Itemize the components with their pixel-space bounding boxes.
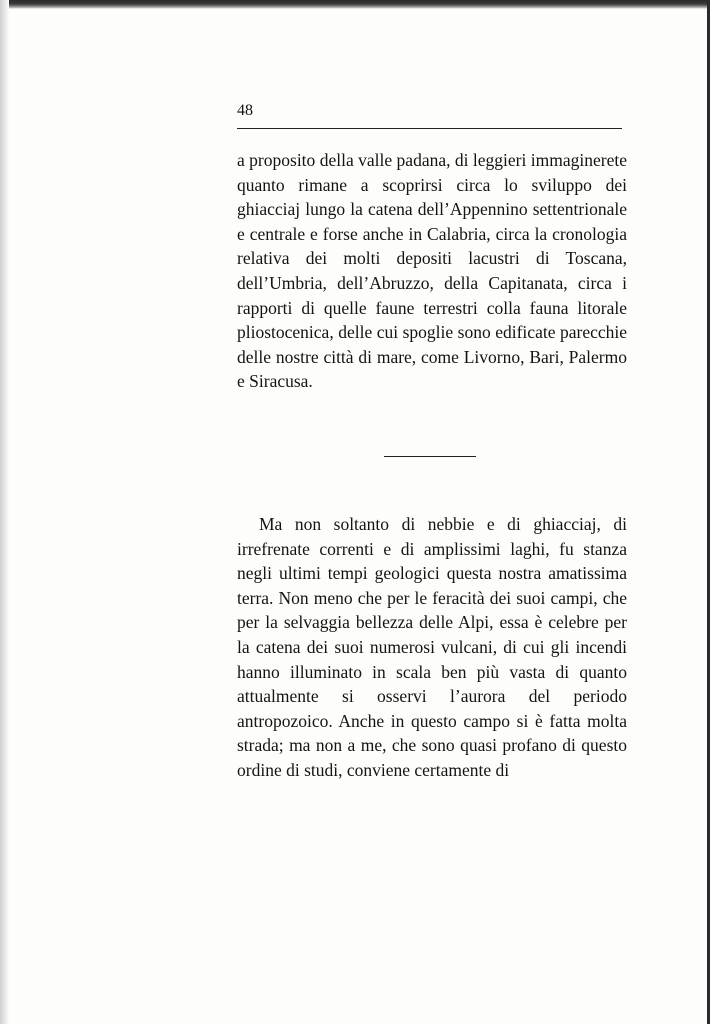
paragraph-2: Ma non soltanto di nebbie e di ghiacciaj, di irrefrenate correnti e di amplissimi laghi, fu stanza negli ultimi tempi geologici questa nostra amatissima terra. Non meno che per le feracità dei suoi campi, che per la selvaggia bellezza delle Alpi, essa è celebre per la catena dei suoi numerosi vulcani, di cui gli incendi hanno illuminato in scala ben più vasta di quanto attualmente si osservi l’aurora del periodo antropozoico. Anche in questo campo si è fatta molta strada; ma non a me, che sono quasi profano di questo ordine di studi, conviene certamente di <box>237 514 627 780</box>
scan-left-edge <box>0 0 9 1024</box>
page-number: 48 <box>237 102 253 119</box>
header-rule <box>237 128 622 129</box>
paragraph-1: a proposito della valle padana, di leggieri immaginerete quanto rimane a scoprirsi circa lo sviluppo dei ghiacciaj lungo la catena dell’Appennino settentrionale e centrale e forse anche in Calabria, circa la cronologia relativa dei molti depositi lacustri di Toscana, dell’Umbria, dell’Abruzzo, della Capitanata, circa i rapporti di quelle faune terrestri colla fauna litorale pliostocenica, delle cui spoglie sono edificate parecchie delle nostre città di mare, come Livorno, Bari, Palermo e Siracusa. <box>237 150 627 392</box>
section-divider <box>384 456 476 457</box>
scan-top-edge <box>0 0 710 9</box>
